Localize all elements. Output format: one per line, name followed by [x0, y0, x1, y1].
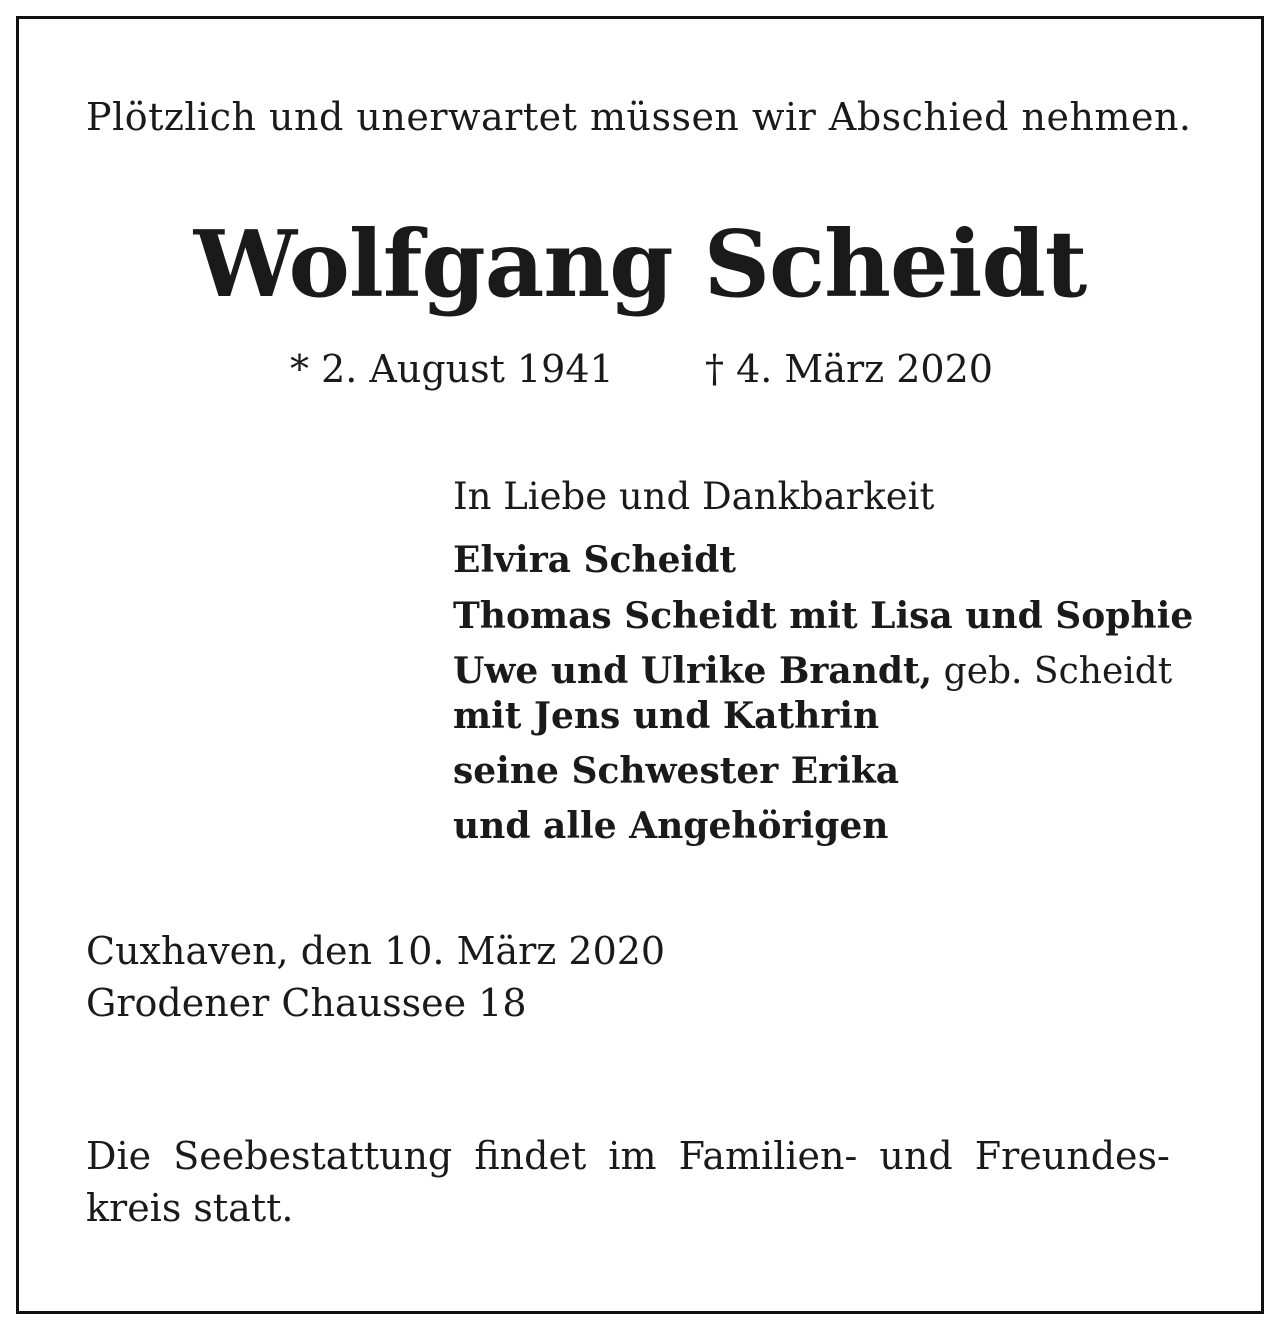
mourner-line: Elvira Scheidt [453, 539, 737, 581]
mourner-note: geb. Scheidt [932, 651, 1173, 692]
mourner-name: Uwe und Ulrike Brandt, [453, 650, 933, 692]
closing-notice: Die Seebestattung findet im Familien- und Freundes- [86, 1134, 1170, 1178]
address: Grodener Chaussee 18 [86, 981, 527, 1025]
closing-notice: kreis statt. [86, 1186, 294, 1230]
mourner-line: mit Jens und Kathrin [453, 695, 880, 737]
dedication-text: In Liebe und Dankbarkeit [453, 475, 935, 518]
mourner-line: und alle Angehörigen [453, 805, 889, 847]
intro-text: Plötzlich und unerwartet müssen wir Abschied nehmen. [86, 95, 1192, 139]
birth-date: * 2. August 1941 [290, 347, 614, 391]
place-date: Cuxhaven, den 10. März 2020 [86, 929, 666, 973]
mourner-line [453, 650, 1173, 692]
deceased-name: Wolfgang Scheidt [193, 210, 1087, 318]
death-date: † 4. März 2020 [705, 347, 993, 391]
mourner-line: seine Schwester Erika [453, 750, 900, 792]
mourner-line: Thomas Scheidt mit Lisa und Sophie [453, 595, 1194, 637]
